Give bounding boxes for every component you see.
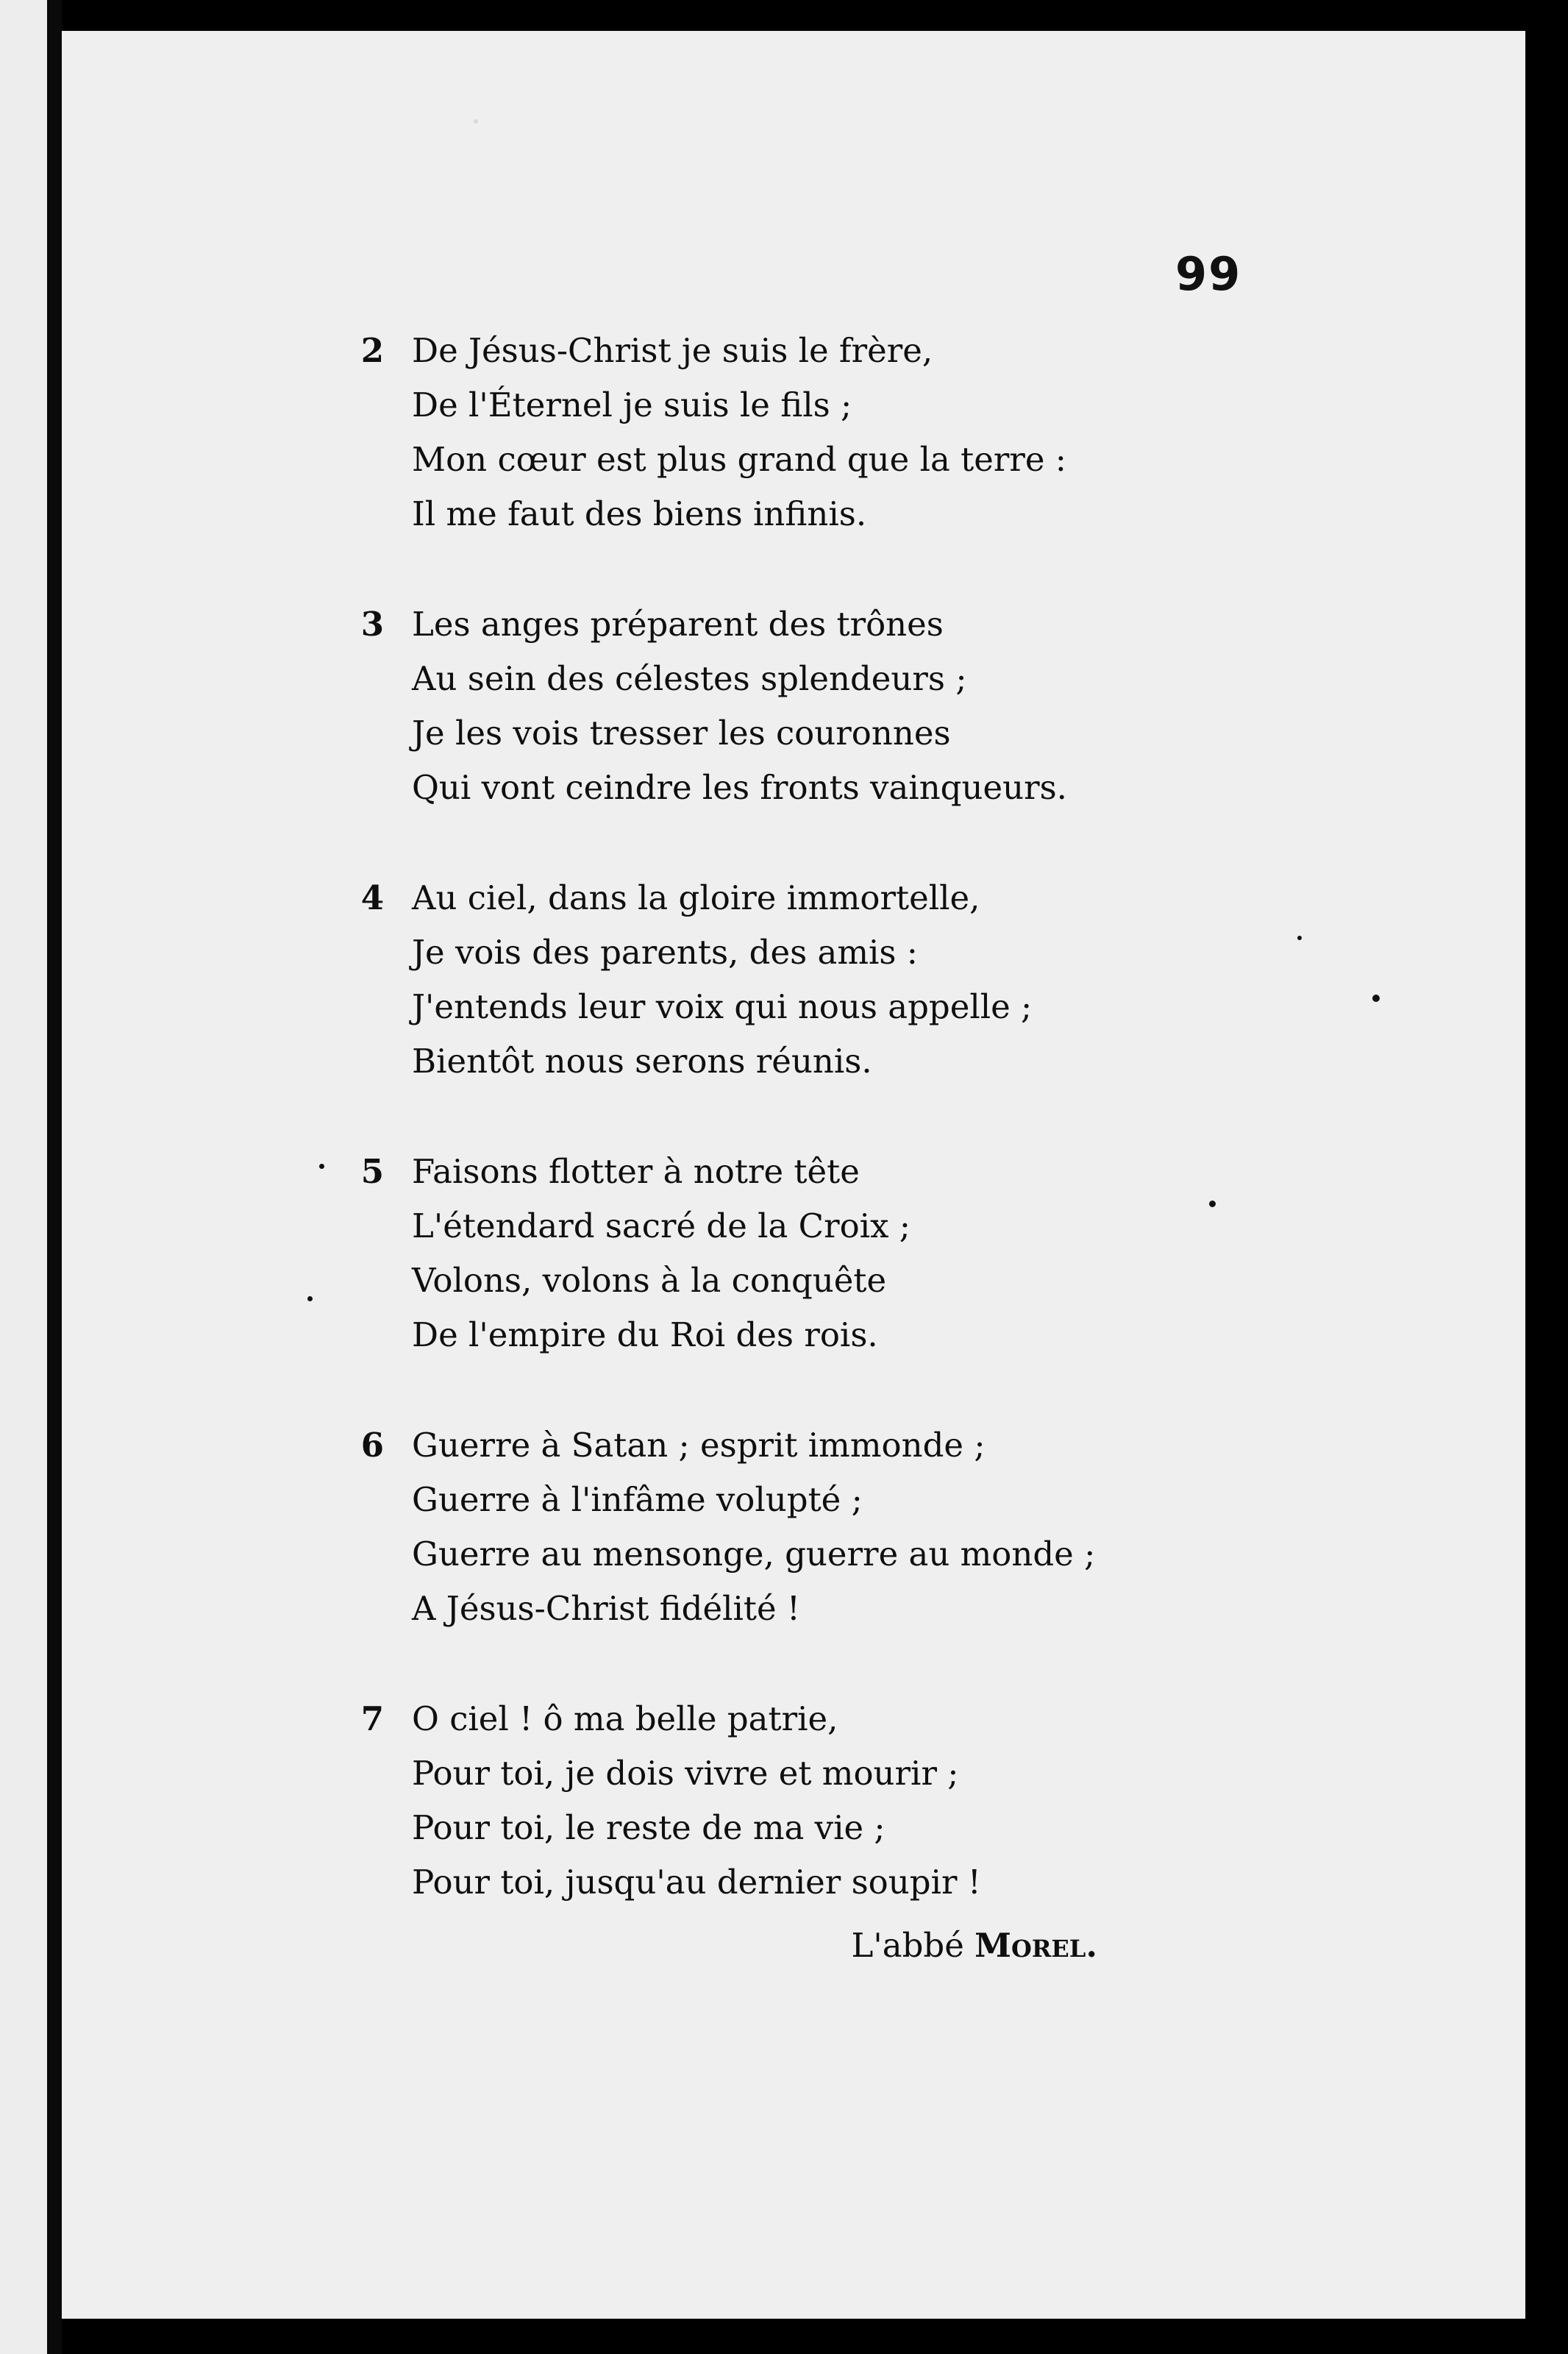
stanza-number: 4	[360, 878, 384, 917]
verse-line: Au ciel, dans la gloire immortelle,	[412, 878, 980, 917]
author-name: Morel.	[974, 1926, 1097, 1965]
verse-line: Les anges préparent des trônes	[412, 605, 944, 644]
adjacent-page-strip	[0, 0, 47, 2354]
page-number: 99	[1175, 247, 1242, 301]
verse-line: Il me faut des biens infinis.	[412, 494, 867, 533]
signature-prefix: L'abbé	[851, 1926, 964, 1965]
verse-line: Pour toi, jusqu'au dernier soupir !	[412, 1863, 981, 1902]
author-signature	[852, 1926, 1097, 1965]
ink-speck	[319, 1164, 324, 1169]
verse-line: De Jésus-Christ je suis le frère,	[412, 331, 933, 370]
verse-line: L'étendard sacré de la Croix ;	[412, 1206, 910, 1245]
stanza-number: 3	[360, 605, 384, 644]
verse-line: Guerre à Satan ; esprit immonde ;	[412, 1426, 986, 1465]
stanza	[360, 597, 1471, 815]
verse-line: Pour toi, je dois vivre et mourir ;	[412, 1754, 959, 1793]
stanza	[360, 324, 1471, 541]
stanza	[360, 1692, 1471, 1910]
scan-border	[1525, 0, 1568, 2354]
verse-line: Guerre à l'infâme volupté ;	[412, 1480, 863, 1519]
verse-line: Volons, volons à la conquête	[412, 1261, 887, 1300]
page-gutter	[47, 0, 62, 2354]
verse-line: Bientôt nous serons réunis.	[412, 1042, 872, 1081]
stanza-number: 5	[360, 1152, 384, 1191]
verse-line: Qui vont ceindre les fronts vainqueurs.	[412, 768, 1067, 807]
stanza	[360, 871, 1471, 1089]
stanza	[360, 1418, 1471, 1636]
verse-line: O ciel ! ô ma belle patrie,	[412, 1699, 838, 1738]
stanza-number: 7	[360, 1699, 384, 1738]
verse-line: A Jésus-Christ fidélité !	[412, 1589, 800, 1628]
verse-line: Je vois des parents, des amis :	[412, 933, 918, 972]
verse-line: Faisons flotter à notre tête	[412, 1152, 860, 1191]
verse-line: Je les vois tresser les couronnes	[412, 714, 951, 753]
verse-line: J'entends leur voix qui nous appelle ;	[412, 987, 1033, 1026]
poem	[360, 324, 1471, 1966]
ink-speck	[307, 1296, 313, 1301]
paper-speck	[474, 119, 478, 124]
stanza	[360, 1145, 1471, 1362]
verse-line: Au sein des célestes splendeurs ;	[412, 659, 967, 698]
verse-line: Guerre au mensonge, guerre au monde ;	[412, 1535, 1096, 1574]
stanza-number: 6	[360, 1426, 384, 1465]
stanza-number: 2	[360, 331, 384, 370]
verse-line: De l'Éternel je suis le fils ;	[412, 385, 852, 424]
verse-line: Mon cœur est plus grand que la terre :	[412, 440, 1066, 479]
verse-line: Pour toi, le reste de ma vie ;	[412, 1808, 885, 1847]
verse-line: De l'empire du Roi des rois.	[412, 1315, 878, 1354]
